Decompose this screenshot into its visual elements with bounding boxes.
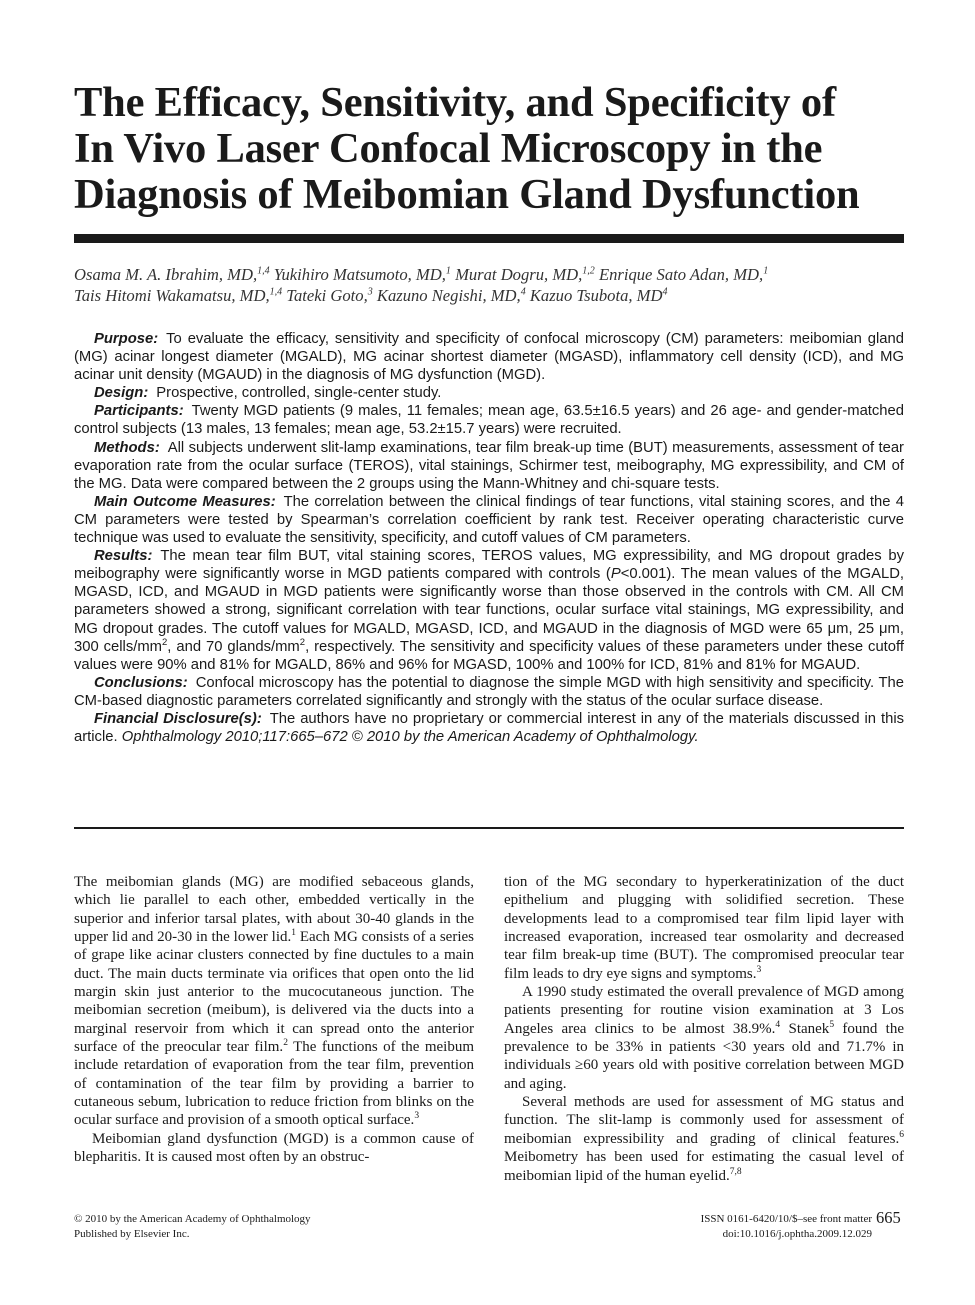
title-line: In Vivo Laser Confocal Microscopy in the	[74, 125, 823, 172]
title-rule	[74, 234, 904, 243]
reference-marker[interactable]: 3	[756, 964, 762, 975]
author-affiliation: 1,4	[269, 286, 283, 298]
section-text: , and 70 glands/mm	[167, 638, 300, 655]
superscript: 2	[299, 636, 306, 648]
abstract-purpose	[74, 330, 904, 384]
footer-issn	[640, 1212, 872, 1242]
section-label: Conclusions:	[94, 674, 188, 691]
reference-marker[interactable]: 4	[775, 1019, 781, 1030]
section-text: To evaluate the efficacy, sensitivity and specificity of confocal microscopy (CM) parameters: meibomian gland (MG) acinar longest diameter (MGALD), MG acinar shortest diameter (MGASD), inflammatory cell density (ICD), and MG acinar unit density (MGAUD) in the diagnosis of MG dysfunction (MGD).	[74, 331, 904, 384]
author-name: Kazuno Negishi, MD,	[376, 286, 521, 305]
body-paragraph	[504, 983, 904, 1093]
section-text: Twenty MGD patients (9 males, 11 females; mean age, 63.5±16.5 years) and 26 age- and gender-matched control subjects (13 males, 13 females; mean age, 53.2±15.7 years) were recruited.	[74, 403, 904, 438]
abstract-design	[74, 384, 904, 402]
copyright-line: © 2010 by the American Academy of Ophthalmology	[74, 1213, 311, 1225]
author-name: Osama M. A. Ibrahim, MD,	[74, 265, 258, 284]
reference-marker[interactable]: 3	[414, 1111, 420, 1122]
footer-copyright	[74, 1212, 311, 1242]
title-line: Diagnosis of Meibomian Gland Dysfunction	[74, 171, 860, 218]
body-paragraph: Meibomian gland dysfunction (MGD) is a common cause of blepharitis. It is caused most often by an obstruc-	[74, 1130, 474, 1166]
section-text: Prospective, controlled, single-center study.	[156, 385, 442, 402]
body-paragraph	[504, 1093, 904, 1185]
issn-line: ISSN 0161-6420/10/$–see front matter	[700, 1213, 872, 1225]
page-number: 665	[876, 1208, 901, 1227]
author-affiliation: 1,4	[257, 265, 270, 277]
author-name: Yukihiro Matsumoto, MD,	[273, 265, 446, 284]
abstract-rule	[74, 827, 904, 829]
author-affiliation: 3	[367, 286, 373, 298]
abstract-disclosure	[74, 710, 904, 746]
author-line	[74, 285, 904, 306]
author-name: Tais Hitomi Wakamatsu, MD,	[74, 286, 270, 305]
body-text: Several methods are used for assessment of MG status and function. The slit-lamp is commonly used for assessment of meibomian expressibility and grading of clinical features.	[504, 1094, 904, 1147]
abstract-methods	[74, 439, 904, 493]
article-title	[74, 80, 904, 218]
section-label: Financial Disclosure(s):	[94, 710, 262, 727]
section-text: , respectively. The sensitivity and specificity values of these parameters under these cutoff values were 90% and 81% for MGALD, 86% and 96% for MGASD, 100% and 100% for ICD, 81% and 81% for MGAUD.	[74, 638, 904, 673]
body-column-left	[74, 873, 474, 1167]
journal-citation: Ophthalmology 2010;117:665–672 © 2010 by the American Academy of Ophthalmology.	[121, 729, 699, 746]
body-text: found the prevalence to be 33% in patients <30 years old and 71.7% in individuals ≥60 years old with positive correlation between MGD and aging.	[504, 1020, 904, 1092]
section-label: Methods:	[94, 439, 160, 456]
body-column-right	[504, 873, 904, 1185]
author-name: Enrique Sato Adan, MD,	[598, 265, 764, 284]
body-text: Each MG consists of a series of grape like acinar clusters connected by fine ductules to a main duct. The main ducts terminate via orifices that open onto the lid margin skin just anterior to the mucocutaneous junction. The meibomian secretion (meibum), is delivered via the ducts into a marginal reservoir from which it can spread onto the anterior surface of the preocular tear film.	[74, 929, 474, 1056]
section-label: Main Outcome Measures:	[94, 493, 276, 510]
author-affiliation: 1,2	[582, 265, 595, 277]
author-affiliation: 4	[662, 286, 668, 298]
section-text: <0.001). The mean values of the MGALD, MGASD, ICD, and MGAUD in MGD patients were significantly worse than those observed in the controls with CM. All CM parameters showed a strong, significant correlation with tear functions, ocular surface vital stainings, MG expressibility, and MG dropout grades. The cutoff values for MGALD, MGASD, ICD, and MGAUD in the diagnosis of MGD were 65 μm, 25 μm, 300 cells/mm	[74, 566, 904, 655]
reference-marker[interactable]: 6	[899, 1129, 904, 1140]
section-label: Purpose:	[94, 331, 159, 347]
author-affiliation: 1	[445, 265, 451, 277]
abstract-results	[74, 547, 904, 674]
section-label: Results:	[94, 548, 153, 565]
reference-marker[interactable]: 1	[291, 928, 296, 939]
body-text: Stanek	[780, 1020, 830, 1037]
author-line	[74, 264, 904, 285]
section-text: All subjects underwent slit-lamp examinations, tear film break-up time (BUT) measurements, assessment of tear evaporation rate from the ocular surface (TEROS), vital stainings, Schirmer test, meibography, MG expressibility, and CM of the MG. Data were compared between the 2 groups using the Mann-Whitney and chi-square tests.	[74, 439, 904, 492]
publisher-line: Published by Elsevier Inc.	[74, 1228, 190, 1240]
section-text: The mean tear film BUT, vital staining scores, TEROS values, MG expressibility, and MG dropout grades by meibography were significantly worse in MGD patients compared with controls (	[74, 548, 904, 583]
abstract-participants	[74, 402, 904, 438]
body-text: The meibomian glands (MG) are modified sebaceous glands, which lie parallel to each other, embedded vertically in the superior and inferior tarsal plates, with about 30-40 glands in the upper lid and 20-30 in the lower lid.	[74, 874, 474, 946]
abstract-outcome-measures	[74, 493, 904, 547]
body-text: Meibometry has been used for estimating the casual level of meibomian lipid of the human eyelid.	[504, 1149, 904, 1184]
author-name: Tateki Goto,	[286, 286, 368, 305]
author-affiliation: 4	[520, 286, 526, 298]
author-affiliation: 1	[763, 265, 769, 277]
reference-marker[interactable]: 5	[829, 1019, 835, 1030]
section-label: Design:	[94, 385, 149, 402]
doi-link[interactable]: doi:10.1016/j.ophtha.2009.12.029	[722, 1228, 872, 1240]
body-paragraph	[74, 873, 474, 1130]
section-text: The authors have no proprietary or commercial interest in any of the materials discussed in this article.	[74, 710, 905, 746]
body-text: tion of the MG secondary to hyperkeratinization of the duct epithelium and plugging with solidified secretion. These developments lead to a compromised tear film lipid layer with increased evaporation, increased tear osmolarity and decreased tear film break-up time (BUT). The compromised preocular tear film leads to dry eye signs and symptoms.	[504, 874, 904, 982]
body-text: A 1990 study estimated the overall prevalence of MGD among patients presenting for routine vision examination at 3 Los Angeles area clinics to be almost 38.9%.	[504, 984, 904, 1037]
superscript: 2	[162, 636, 168, 648]
p-value-symbol: P	[610, 566, 621, 583]
reference-marker[interactable]: 7,8	[729, 1166, 742, 1177]
reference-marker[interactable]: 2	[283, 1038, 288, 1049]
title-line: The Efficacy, Sensitivity, and Specificity of	[74, 79, 836, 126]
section-label: Participants:	[94, 403, 184, 420]
author-list	[74, 264, 904, 306]
abstract-conclusions	[74, 674, 904, 710]
abstract	[74, 330, 904, 746]
body-text: The functions of the meibum include retardation of evaporation from the tear film, prevention of contamination of the tear film by providing a barrier to cutaneous sebum, lubrication to reduce friction from blinks on the ocular surface and provision of a smooth optical surface.	[74, 1039, 474, 1129]
section-text: Confocal microscopy has the potential to diagnose the simple MGD with high sensitivity and specificity. The CM-based diagnostic parameters correlated significantly and strongly with the status of the ocular surface disease.	[74, 674, 904, 709]
author-name: Kazuo Tsubota, MD	[529, 286, 663, 305]
section-text: The correlation between the clinical findings of tear functions, vital staining scores, and the 4 CM parameters were tested by Spearman’s correlation coefficient by rank test. Receiver operating characteristic curve technique was used to evaluate the sensitivity, specificity, and cutoff values of CM parameters.	[74, 493, 904, 547]
body-paragraph	[504, 873, 904, 983]
author-name: Murat Dogru, MD,	[455, 265, 583, 284]
